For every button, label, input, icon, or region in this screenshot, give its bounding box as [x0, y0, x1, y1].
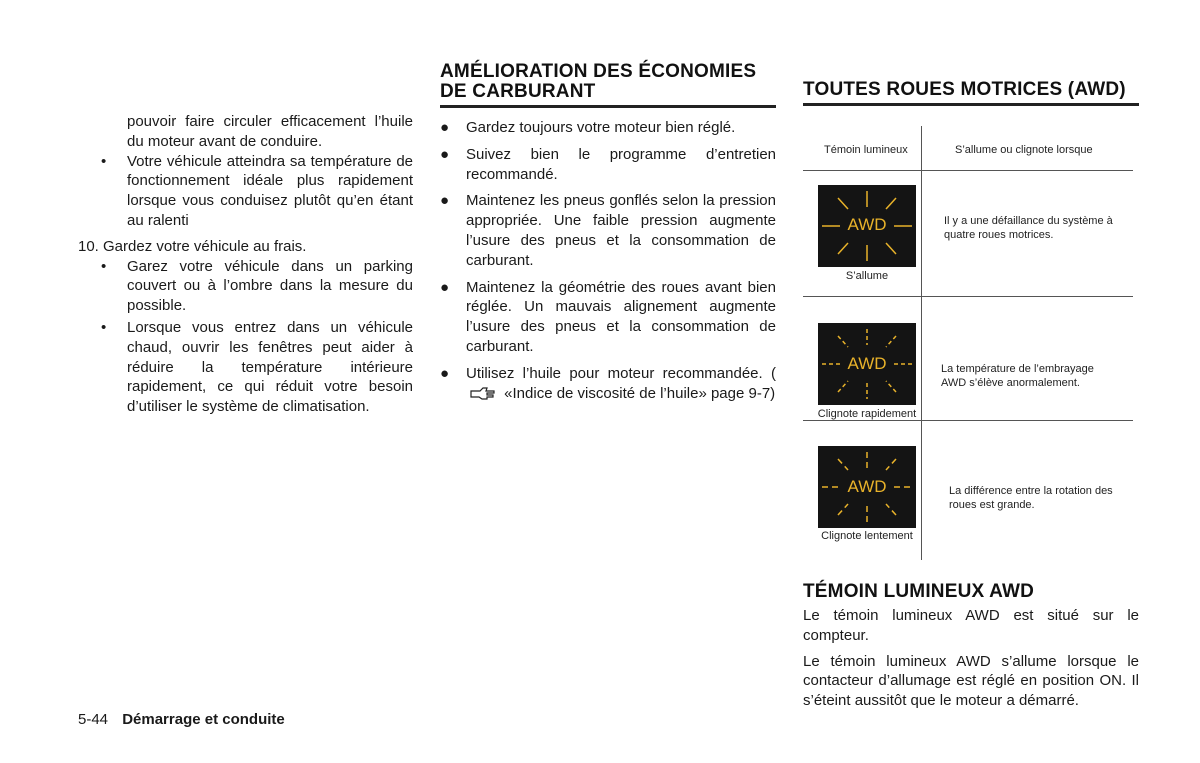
section-heading: TOUTES ROUES MOTRICES (AWD): [803, 79, 1126, 100]
bullet-marker: •: [101, 257, 107, 275]
awd-indicator-on: [818, 185, 916, 267]
left-column: [78, 112, 413, 417]
row-caption: S’allume: [845, 270, 889, 282]
bullet-text: Gardez toujours votre moteur bien réglé.: [466, 119, 736, 136]
paragraph: Le témoin lumineux AWD s’allume lorsque le contacteur d’allumage est réglé en position ON. Il s’éteint aussitôt que le moteur a démarré.: [803, 652, 1139, 710]
bullet-text: Votre véhicule atteindra sa température de fonctionnement idéale plus rapidement lorsque vous conduisez plutôt qu’en étant au ralenti: [127, 152, 413, 229]
table-divider-vertical: [921, 126, 922, 560]
row-caption: Clignote rapidement: [817, 408, 917, 420]
paragraph: Le témoin lumineux AWD est situé sur le compteur.: [803, 607, 1139, 644]
row-caption: Clignote lentement: [821, 530, 913, 542]
intro-paragraph: pouvoir faire circuler efficacement l’huile du moteur avant de conduire.: [127, 113, 413, 150]
row-description: La différence entre la rotation des roues est grande.: [949, 485, 1113, 511]
table-header-left: Témoin lumineux: [824, 144, 908, 156]
bullet-text: Garez votre véhicule dans un parking couvert ou à l’ombre dans la mesure du possible.: [127, 257, 413, 315]
section-title: Démarrage et conduite: [122, 711, 285, 728]
bullet-marker: •: [101, 318, 107, 336]
heading-rule: [803, 103, 1139, 106]
bullet-text: Lorsque vous entrez dans un véhicule chaud, ouvrir les fenêtres peut aider à réduire la température intérieure rapidement, ce qui réduit votre besoin d’utiliser le système de climatisation.: [127, 318, 413, 416]
page-number: 5-44: [78, 711, 109, 728]
section-heading: [440, 62, 776, 102]
bullet-marker: ●: [440, 364, 450, 382]
table-divider: [803, 296, 1133, 297]
table-header-right: S’allume ou clignote lorsque: [955, 144, 1093, 156]
row-description: Il y a une défaillance du système à quatre roues motrices.: [944, 215, 1113, 241]
awd-indicator-fast-blink: [818, 323, 916, 405]
table-divider: [803, 170, 1133, 171]
heading-line-2: DE CARBURANT: [440, 81, 596, 102]
awd-indicator-table: [803, 120, 1139, 560]
page-footer: [78, 711, 285, 728]
subsection-heading: TÉMOIN LUMINEUX AWD: [803, 581, 1035, 602]
bullet-marker: ●: [440, 278, 450, 296]
bullet-text: Maintenez les pneus gonflés selon la pression appropriée. Une faible pression augmente l’usure des pneus et la consommation de carburant.: [466, 192, 776, 269]
list-item: [101, 152, 413, 231]
bullet-text: Suivez bien le programme d’entretien recommandé.: [466, 145, 776, 183]
awd-indicator-slow-blink: [818, 446, 916, 528]
middle-column: [440, 62, 776, 413]
row-description: La température de l’embrayage AWD s’élève anormalement.: [941, 363, 1094, 389]
bullet-text: Maintenez la géométrie des roues avant bien réglée. Un mauvais alignement augmente l’usure des pneus et la consommation de carburant.: [466, 278, 776, 355]
reference-text: «Indice de viscosité de l’huile» page 9-7): [504, 384, 776, 402]
list-item: [440, 191, 776, 270]
bullet-marker: ●: [440, 119, 450, 136]
list-item: [440, 364, 776, 407]
list-item: [101, 318, 413, 417]
reference-hand-icon: [470, 386, 496, 407]
heading-line-1: AMÉLIORATION DES ÉCONOMIES: [440, 61, 757, 82]
list-item: [440, 145, 776, 185]
list-item: [440, 278, 776, 357]
bullet-marker: •: [101, 152, 107, 170]
numbered-item-10: 10. Gardez votre véhicule au frais.: [78, 237, 307, 255]
right-column: [803, 80, 1139, 711]
bullet-marker: ●: [440, 192, 450, 210]
heading-rule: [440, 105, 776, 108]
list-item: [101, 257, 413, 316]
awd-label: AWD: [847, 215, 887, 234]
awd-label: AWD: [847, 477, 887, 496]
list-item: [440, 118, 776, 138]
bullet-text-prefix: Utilisez l’huile pour moteur recommandée. (: [466, 364, 776, 382]
bullet-marker: ●: [440, 145, 450, 163]
awd-label: AWD: [847, 354, 887, 373]
